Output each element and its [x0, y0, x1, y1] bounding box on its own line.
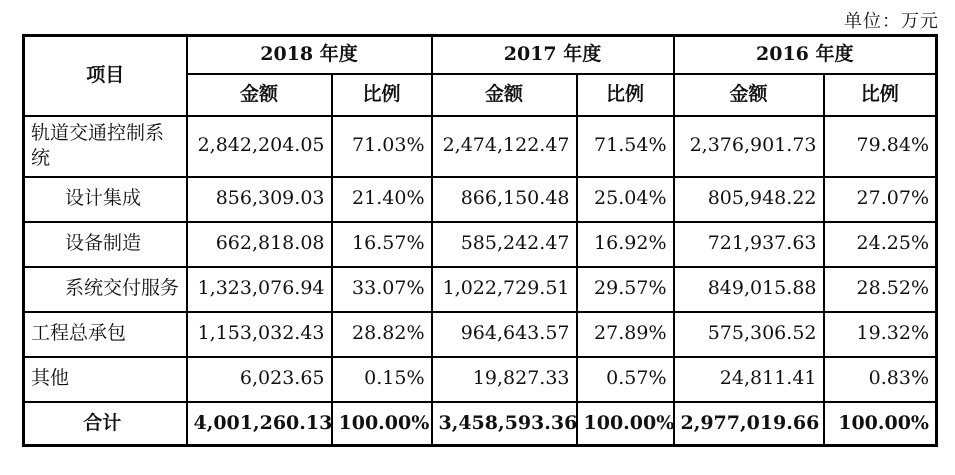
- year-header-2016: 2016 年度: [674, 36, 937, 74]
- row-label: 轨道交通控制系统: [24, 116, 187, 177]
- row-label: 系统交付服务: [24, 267, 187, 312]
- amount-cell: 2,842,204.05: [187, 116, 332, 177]
- row-label: 其他: [24, 357, 187, 402]
- ratio-cell: 28.52%: [824, 267, 937, 312]
- ratio-cell: 27.07%: [824, 177, 937, 222]
- ratio-cell: 71.03%: [332, 116, 432, 177]
- amount-cell: 856,309.03: [187, 177, 332, 222]
- ratio-cell: 0.57%: [577, 357, 674, 402]
- item-column-header: 项目: [24, 36, 187, 116]
- ratio-cell: 21.40%: [332, 177, 432, 222]
- table-row: [24, 267, 937, 312]
- ratio-cell: 24.25%: [824, 222, 937, 267]
- amount-cell: 1,323,076.94: [187, 267, 332, 312]
- amount-cell: 805,948.22: [674, 177, 824, 222]
- amount-cell: 721,937.63: [674, 222, 824, 267]
- ratio-cell: 71.54%: [577, 116, 674, 177]
- row-label: 设备制造: [24, 222, 187, 267]
- ratio-header-2017: 比例: [577, 74, 674, 116]
- amount-cell: 1,022,729.51: [432, 267, 577, 312]
- amount-header-2017: 金额: [432, 74, 577, 116]
- amount-cell: 849,015.88: [674, 267, 824, 312]
- year-header-2018: 2018 年度: [187, 36, 432, 74]
- table-body: [24, 116, 937, 446]
- ratio-header-2016: 比例: [824, 74, 937, 116]
- revenue-breakdown-table: [22, 34, 938, 447]
- amount-header-2016: 金额: [674, 74, 824, 116]
- ratio-cell: 28.82%: [332, 312, 432, 357]
- amount-cell: 4,001,260.13: [187, 402, 332, 446]
- total-row: [24, 402, 937, 446]
- year-header-2017: 2017 年度: [432, 36, 674, 74]
- amount-cell: 575,306.52: [674, 312, 824, 357]
- amount-cell: 19,827.33: [432, 357, 577, 402]
- row-label: 工程总承包: [24, 312, 187, 357]
- ratio-cell: 19.32%: [824, 312, 937, 357]
- ratio-cell: 25.04%: [577, 177, 674, 222]
- amount-cell: 2,376,901.73: [674, 116, 824, 177]
- ratio-cell: 100.00%: [332, 402, 432, 446]
- ratio-cell: 33.07%: [332, 267, 432, 312]
- ratio-cell: 27.89%: [577, 312, 674, 357]
- table-row: [24, 357, 937, 402]
- ratio-header-2018: 比例: [332, 74, 432, 116]
- amount-header-2018: 金额: [187, 74, 332, 116]
- amount-cell: 662,818.08: [187, 222, 332, 267]
- amount-cell: 964,643.57: [432, 312, 577, 357]
- ratio-cell: 100.00%: [577, 402, 674, 446]
- table-row: [24, 222, 937, 267]
- unit-note: 单位：万元: [844, 11, 939, 32]
- amount-cell: 6,023.65: [187, 357, 332, 402]
- amount-cell: 3,458,593.36: [432, 402, 577, 446]
- amount-cell: 2,977,019.66: [674, 402, 824, 446]
- ratio-cell: 100.00%: [824, 402, 937, 446]
- row-label: 合计: [24, 402, 187, 446]
- amount-cell: 866,150.48: [432, 177, 577, 222]
- ratio-cell: 79.84%: [824, 116, 937, 177]
- table-row: [24, 116, 937, 177]
- ratio-cell: 0.15%: [332, 357, 432, 402]
- amount-cell: 585,242.47: [432, 222, 577, 267]
- header-row-years: [24, 36, 937, 74]
- ratio-cell: 16.57%: [332, 222, 432, 267]
- amount-cell: 2,474,122.47: [432, 116, 577, 177]
- amount-cell: 1,153,032.43: [187, 312, 332, 357]
- ratio-cell: 29.57%: [577, 267, 674, 312]
- amount-cell: 24,811.41: [674, 357, 824, 402]
- table-row: [24, 177, 937, 222]
- table-row: [24, 312, 937, 357]
- ratio-cell: 16.92%: [577, 222, 674, 267]
- ratio-cell: 0.83%: [824, 357, 937, 402]
- row-label: 设计集成: [24, 177, 187, 222]
